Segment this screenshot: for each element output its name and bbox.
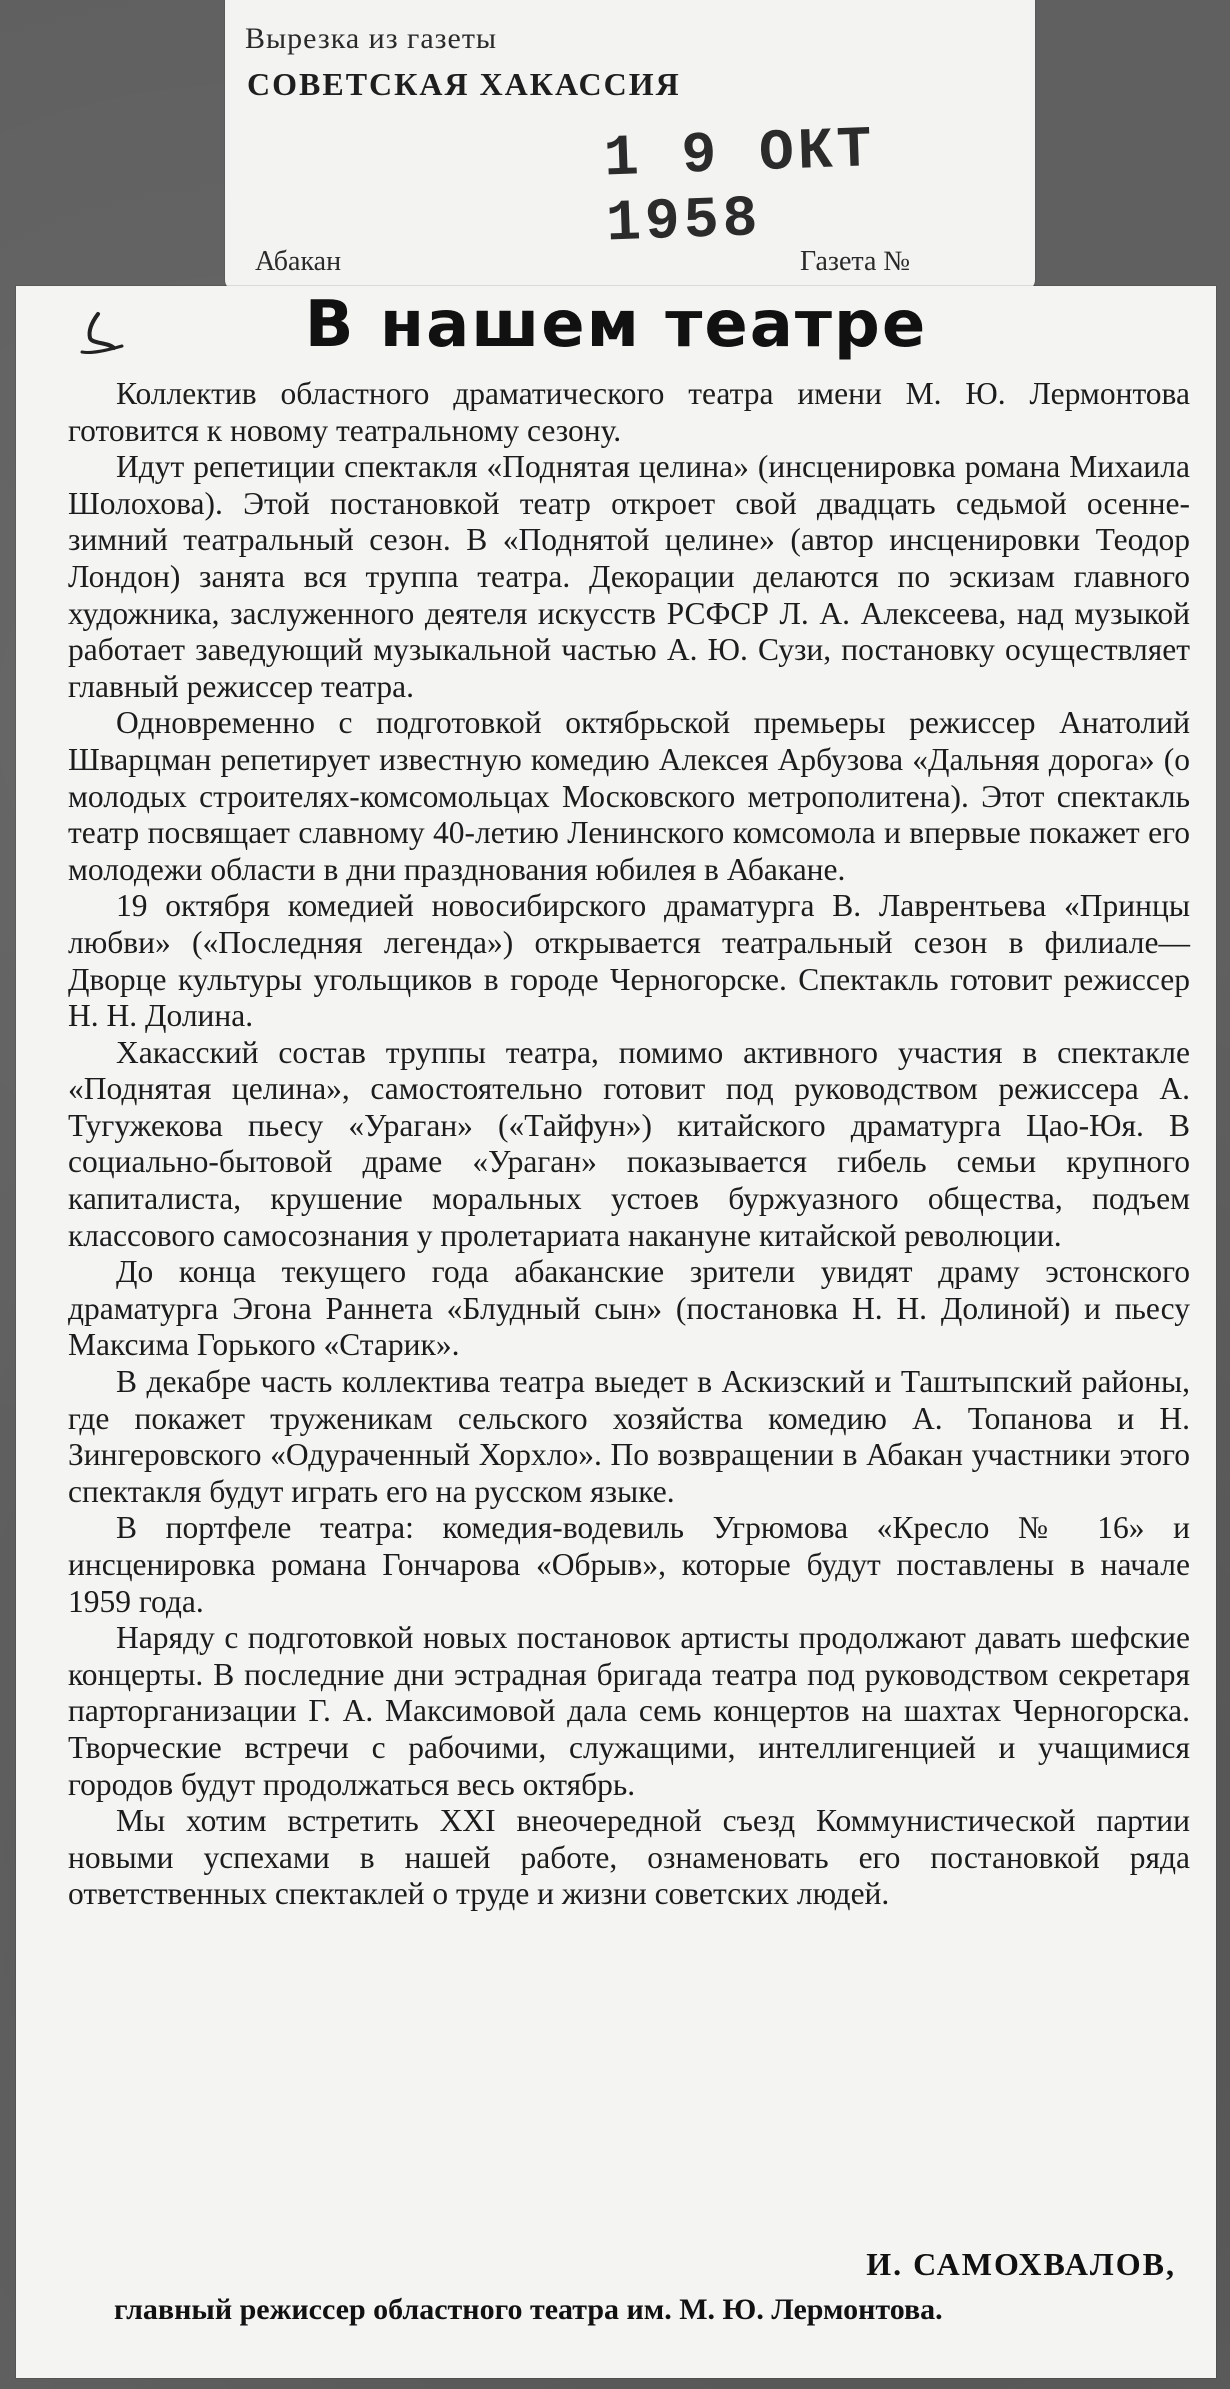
article-paragraph: Идут репетиции спектакля «Поднятая целина» (инсценировка романа Михаила Шолохова). Этой постановкой театр откроет свой двадцать седьмой осенне-зимний театральный сезон. В «Поднятой целине» (автор инсценировки Теодор Лондон) занята вся труппа театра. Декорации делаются по эскизам главного художника, заслуженного деятеля искусств РСФСР Л. А. Алексеева, над музыкой работает заведующий музыкальной частью А. Ю. Сузи, постановку осуществляет главный режиссер театра. [68,449,1190,704]
article-paragraph: 19 октября комедией новосибирского драматурга В. Лаврентьева «Принцы любви» («Последняя легенда») открывается театральный сезон в филиале—Дворце культуры угольщиков в городе Черногорске. Спектакль готовит режиссер Н. Н. Долина. [68,888,1190,1034]
article-paragraph: Наряду с подготовкой новых постановок артисты продолжают давать шефские концерты. В последние дни эстрадная бригада театра под руководством секретаря парторганизации Г. А. Максимовой дала семь концертов на шахтах Черногорска. Творческие встречи с рабочими, служащими, интеллигенцией и учащимися городов будут продолжаться весь октябрь. [68,1620,1190,1802]
source-line: Вырезка из газеты [245,22,498,55]
author-signature: И. САМОХВАЛОВ, [866,2246,1176,2282]
article-paragraph: В декабре часть коллектива театра выедет в Аскизский и Таштыпский районы, где покажет труженикам сельского хозяйства комедию А. Топанова и Н. Зингеровского «Одураченный Хорхло». По возвращении в Абакан участники этого спектакля будут играть его на русском языке. [68,1364,1190,1509]
author-role: главный режиссер областного театра им. М. Ю. Лермонтова. [114,2293,943,2326]
article-paragraph: Одновременно с подготовкой октябрьской премьеры режиссер Анатолий Шварцман репетирует известную комедию Алексея Арбузова «Дальняя дорога» (о молодых строителях-комсомольцах Московского метрополитена). Этот спектакль театр посвящает славному 40-летию Ленинского комсомола и впервые покажет его молодежи области в дни празднования юбилея в Абакане. [68,705,1190,887]
article-paragraph: Хакасский состав труппы театра, помимо активного участия в спектакле «Поднятая целина», самостоятельно готовит под руководством режиссера А. Тугужекова пьесу «Ураган» («Тайфун») китайского драматурга Цао-Юя. В социально-бытовой драме «Ураган» показывается гибель семьи крупного капиталиста, крушение моральных устоев буржуазного общества, подъем классового самосознания у пролетариата накануне китайской революции. [68,1034,1190,1253]
city-label: Абакан [255,246,342,277]
date-stamp: 1 9 ОКТ 1958 [602,118,877,258]
newspaper-clipping [16,286,1216,2378]
newspaper-name: СОВЕТСКАЯ ХАКАССИЯ [247,66,681,102]
article-paragraph: Коллектив областного драматического театра имени М. Ю. Лермонтова готовится к новому театральному сезону. [68,376,1190,448]
gazeta-number-label: Газета № [800,246,911,277]
clipping-source-label [225,0,1035,290]
article-paragraph: Мы хотим встретить XXI внеочередной съезд Коммунистической партии новыми успехами в нашей работе, ознаменовать его постановкой ряда ответственных спектаклей о труде и жизни советских людей. [68,1803,1190,1912]
article-paragraph: В портфеле театра: комедия-водевиль Угрюмова «Кресло № 16» и инсценировка романа Гончарова «Обрыв», которые будут поставлены в начале 1959 года. [68,1510,1190,1619]
article-body [68,376,1190,1913]
article-headline: В нашем театре [304,288,928,362]
article-paragraph: До конца текущего года абаканские зрители увидят драму эстонского драматурга Эгона Раннета «Блудный сын» (постановка Н. Н. Долиной) и пьесу Максима Горького «Старик». [68,1254,1190,1363]
